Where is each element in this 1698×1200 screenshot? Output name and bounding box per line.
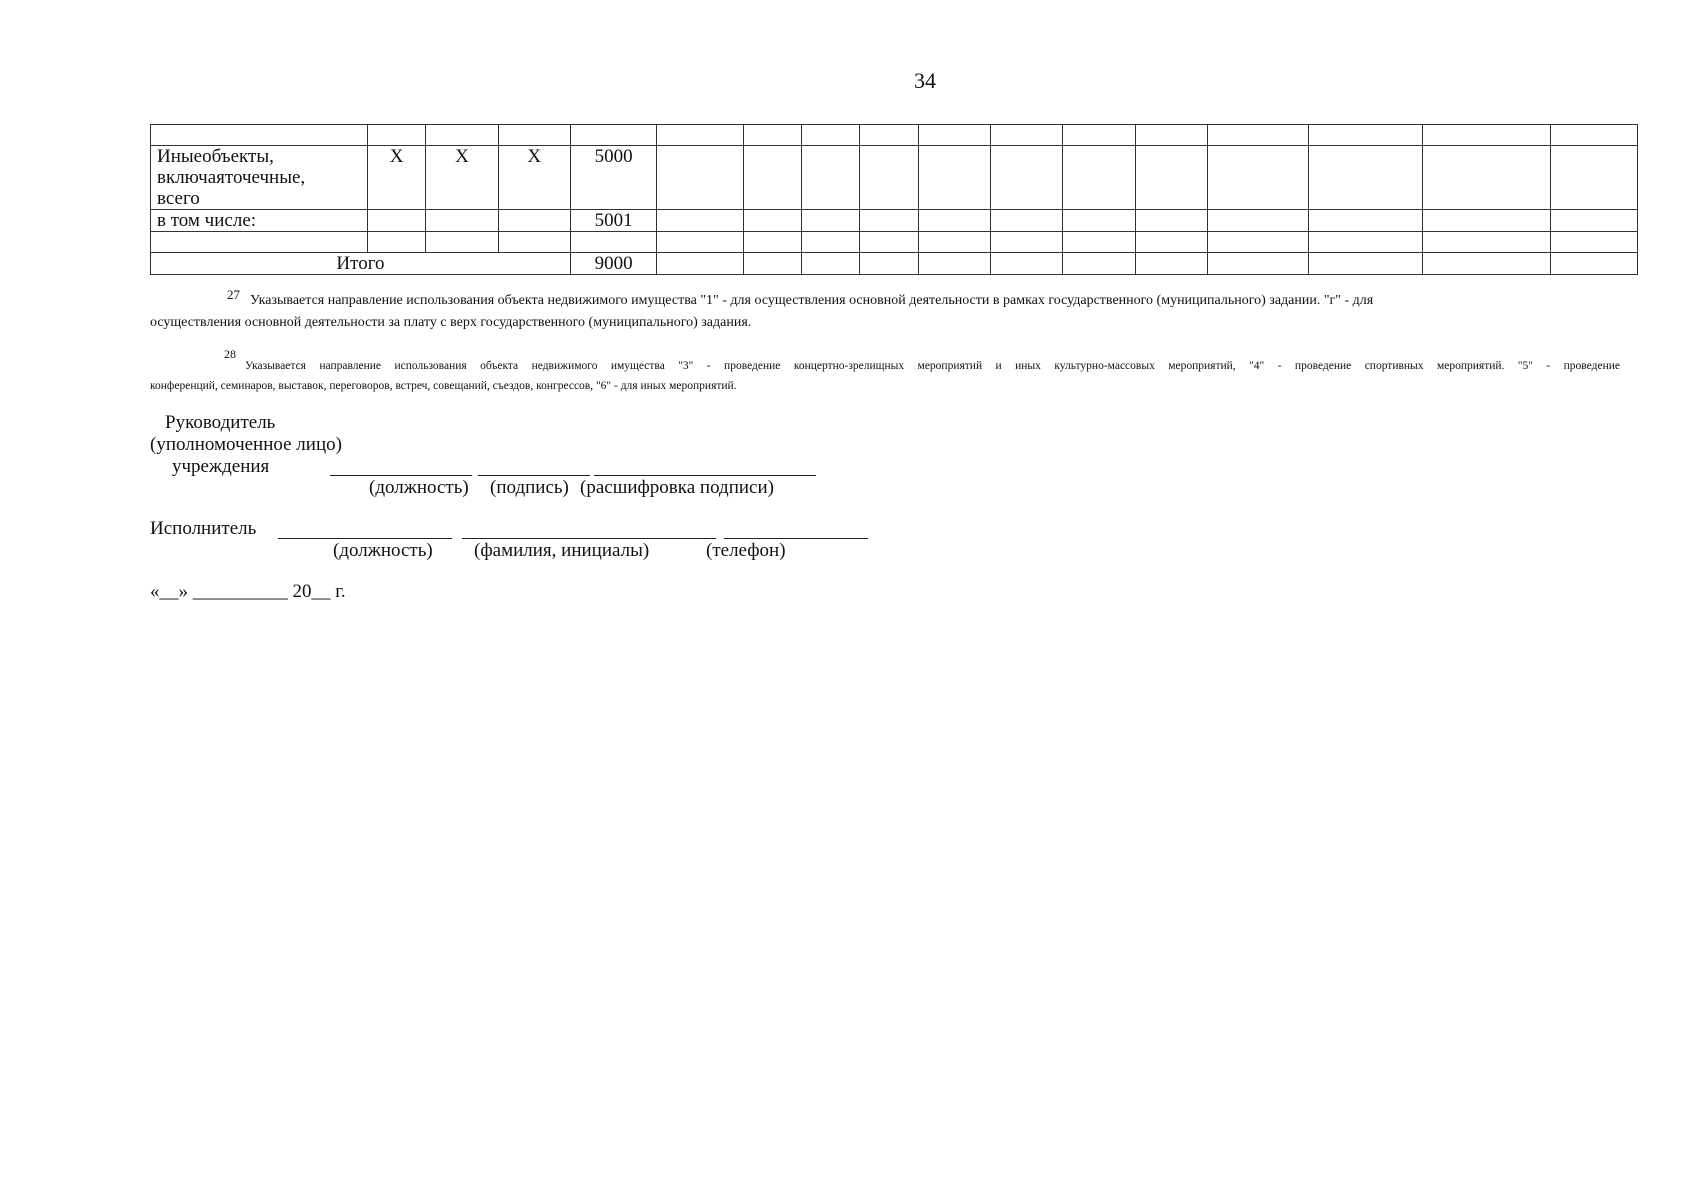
- cell-x: X: [426, 146, 498, 210]
- caption-signature-decode: (расшифровка подписи): [580, 477, 774, 498]
- table-row: [151, 232, 1638, 253]
- caption-executor-phone: (телефон): [706, 540, 786, 561]
- executor-position-line: [278, 538, 452, 539]
- table-header-row: [151, 125, 1638, 146]
- date-line: «__» __________ 20__ г.: [150, 581, 346, 602]
- footnote-28: [150, 347, 1620, 396]
- cell-x: X: [368, 146, 426, 210]
- row-label-total: Итого: [151, 253, 571, 275]
- caption-signature: (подпись): [490, 477, 569, 498]
- cell-code: 9000: [570, 253, 656, 275]
- property-table: [150, 124, 1638, 275]
- row-label-including: в том числе:: [151, 210, 368, 232]
- executor-name-line: [462, 538, 716, 539]
- row-label-other-objects: Иныеобъекты, включаяточечные, всего: [151, 146, 368, 210]
- footnote-text: осуществления основной деятельности за плату с верх государственного (муниципального) задания.: [150, 315, 752, 330]
- footnote-text: конференций, семинаров, выставок, переговоров, встреч, совещаний, съездов, конгрессов, "6" - для иных мероприятий.: [150, 380, 737, 392]
- footnote-text: Указывается направление использования объекта недвижимого имущества "3" - проведение концертно-зрелищных мероприятий и иных культурно-массовых мероприятий, "4" - проведение спортивных мероприятий. "5" - проведение: [245, 360, 1620, 372]
- executor-label: Исполнитель: [150, 518, 257, 539]
- footnote-mark: 27: [227, 287, 240, 302]
- executor-phone-line: [724, 538, 868, 539]
- table-row-total: [151, 253, 1638, 275]
- decode-signature-line: [594, 475, 816, 476]
- caption-executor-name: (фамилия, инициалы): [474, 540, 650, 561]
- cell-code: 5000: [570, 146, 656, 210]
- caption-executor-position: (должность): [333, 540, 433, 561]
- footnote-mark: 28: [224, 347, 236, 361]
- signature-line: [478, 475, 590, 476]
- position-signature-line: [330, 475, 472, 476]
- footnote-text: Указывается направление использования объекта недвижимого имущества "1" - для осуществления основной деятельности в рамках государственного (муниципального) задании. "г" - для: [250, 293, 1374, 308]
- caption-position: (должность): [369, 477, 469, 498]
- footnote-27: [150, 287, 1620, 334]
- head-title-line3: учреждения: [172, 456, 270, 477]
- page-number: 34: [914, 68, 936, 93]
- cell-code: 5001: [570, 210, 656, 232]
- head-title-line2: (уполномоченное лицо): [150, 434, 342, 455]
- table-row: [151, 210, 1638, 232]
- table-row: [151, 146, 1638, 210]
- head-title-line1: Руководитель: [165, 412, 276, 433]
- cell-x: X: [498, 146, 570, 210]
